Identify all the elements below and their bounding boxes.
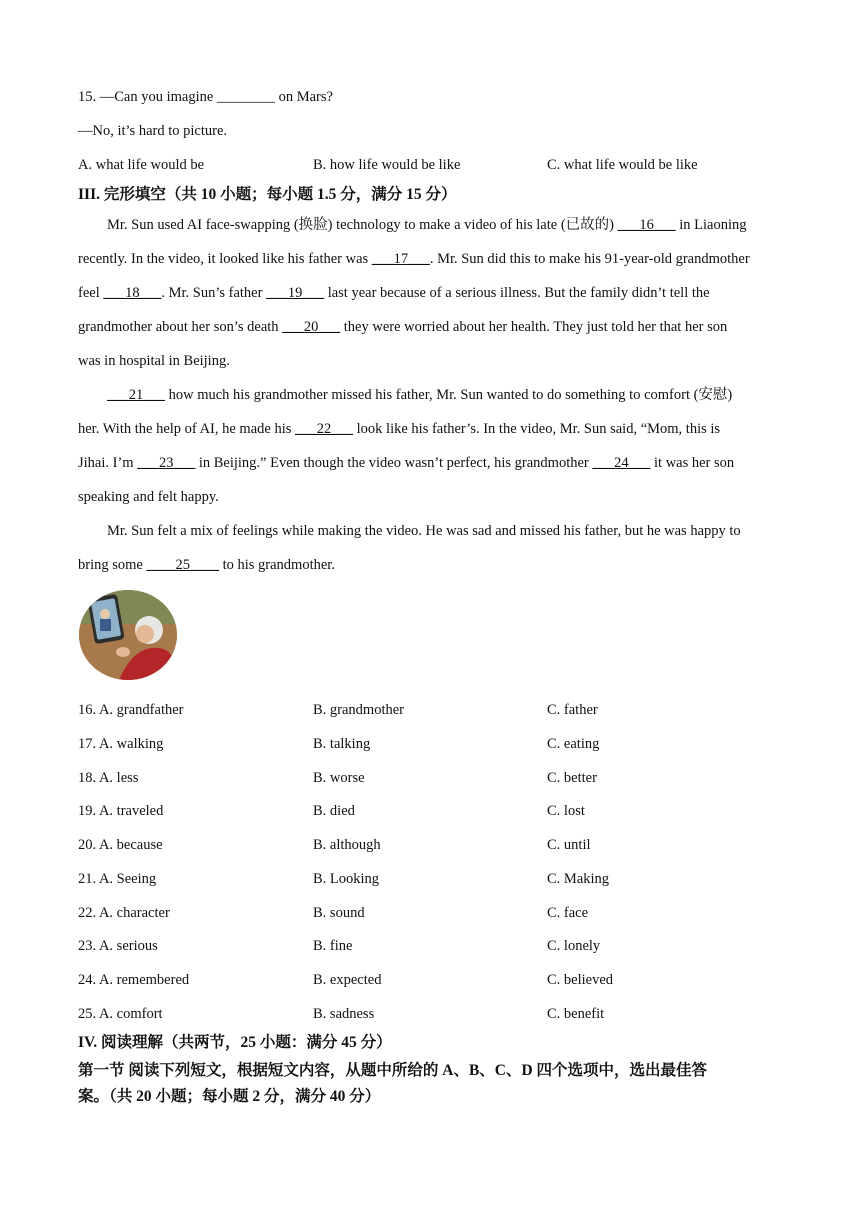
passage-line-1: Mr. Sun used AI face-swapping (换脸) technology to make a video of his late (已故的) ___16___ in Liaoning xyxy=(107,217,747,233)
blank-21: ___21___ xyxy=(107,387,165,403)
blank-20: ___20___ xyxy=(282,319,341,335)
q25-option-b: B. sadness xyxy=(313,1006,375,1022)
passage-line-10: Mr. Sun felt a mix of feelings while making the video. He was sad and missed his father, but he was happy to xyxy=(107,523,741,539)
grandmother-video-photo xyxy=(79,590,177,680)
section4-subheading-line1: 第一节 阅读下列短文，根据短文内容，从题中所给的 A、B、C、D 四个选项中，选出最佳答 xyxy=(78,1062,708,1079)
q23-option-b: B. fine xyxy=(313,938,353,954)
q22-option-c: C. face xyxy=(547,905,589,921)
passage-line-11: bring some ____25____ to his grandmother. xyxy=(78,557,335,573)
q24-option-a: 24. A. remembered xyxy=(78,972,190,988)
q16-option-a: 16. A. grandfather xyxy=(78,702,184,718)
q17-option-c: C. eating xyxy=(547,736,600,752)
passage-line-9: speaking and felt happy. xyxy=(78,489,219,505)
q20-option-c: C. until xyxy=(547,837,591,853)
q19-option-a: 19. A. traveled xyxy=(78,803,164,819)
q19-option-c: C. lost xyxy=(547,803,585,819)
blank-19: ___19___ xyxy=(266,285,325,301)
blank-25: ____25____ xyxy=(146,557,219,573)
passage-line-4: grandmother about her son’s death ___20___ they were worried about her health. They just told her that her son xyxy=(78,319,728,335)
q16-option-b: B. grandmother xyxy=(313,702,405,718)
q15-question: 15. —Can you imagine ________ on Mars? xyxy=(78,89,333,105)
q21-option-b: B. Looking xyxy=(313,871,380,887)
q16-option-c: C. father xyxy=(547,702,598,718)
q15-answer: —No, it’s hard to picture. xyxy=(78,123,228,139)
q22-option-b: B. sound xyxy=(313,905,365,921)
q18-option-b: B. worse xyxy=(313,770,365,786)
blank-23: ___23___ xyxy=(137,455,196,471)
q17-option-a: 17. A. walking xyxy=(78,736,164,752)
q19-option-b: B. died xyxy=(313,803,355,819)
q20-option-b: B. although xyxy=(313,837,381,853)
passage-line-6: ___21___ how much his grandmother missed his father, Mr. Sun wanted to do something to comfort (安慰) xyxy=(107,387,733,403)
passage-line-2: recently. In the video, it looked like his father was ___17___. Mr. Sun did this to make his 91-year-old grandmother xyxy=(78,251,750,267)
passage-line-5: was in hospital in Beijing. xyxy=(78,353,230,369)
blank-18: ___18___ xyxy=(103,285,162,301)
q23-option-c: C. lonely xyxy=(547,938,601,954)
photo-illustration xyxy=(79,590,177,680)
blank-22: ___22___ xyxy=(295,421,354,437)
q22-option-a: 22. A. character xyxy=(78,905,170,921)
q24-option-c: C. believed xyxy=(547,972,614,988)
q17-option-b: B. talking xyxy=(313,736,371,752)
q20-option-a: 20. A. because xyxy=(78,837,163,853)
q23-option-a: 23. A. serious xyxy=(78,938,158,954)
passage-line-7: her. With the help of AI, he made his ___22___ look like his father’s. In the video, Mr. Sun said, “Mom, this is xyxy=(78,421,721,437)
passage-line-3: feel ___18___. Mr. Sun’s father ___19___ last year because of a serious illness. But the family didn’t tell the xyxy=(78,285,710,301)
q18-option-a: 18. A. less xyxy=(78,770,139,786)
q15-option-c: C. what life would be like xyxy=(547,157,698,173)
passage-line-8: Jihai. I’m ___23___ in Beijing.” Even though the video wasn’t perfect, his grandmother ___24___ it was her son xyxy=(78,455,735,471)
section4-heading: IV. 阅读理解（共两节，25 小题：满分 45 分） xyxy=(78,1034,392,1051)
q25-option-a: 25. A. comfort xyxy=(78,1006,163,1022)
blank-24: ___24___ xyxy=(592,455,651,471)
q21-option-c: C. Making xyxy=(547,871,610,887)
blank-16: ___16___ xyxy=(617,217,676,233)
blank-17: ___17___ xyxy=(371,251,430,267)
q21-option-a: 21. A. Seeing xyxy=(78,871,157,887)
q15-option-b: B. how life would be like xyxy=(313,157,461,173)
q15-option-a: A. what life would be xyxy=(78,157,205,173)
section3-heading: III. 完形填空（共 10 小题；每小题 1.5 分，满分 15 分） xyxy=(78,186,457,203)
section4-subheading-line2: 案。（共 20 小题；每小题 2 分，满分 40 分） xyxy=(78,1088,381,1105)
q18-option-c: C. better xyxy=(547,770,597,786)
q24-option-b: B. expected xyxy=(313,972,382,988)
q25-option-c: C. benefit xyxy=(547,1006,605,1022)
